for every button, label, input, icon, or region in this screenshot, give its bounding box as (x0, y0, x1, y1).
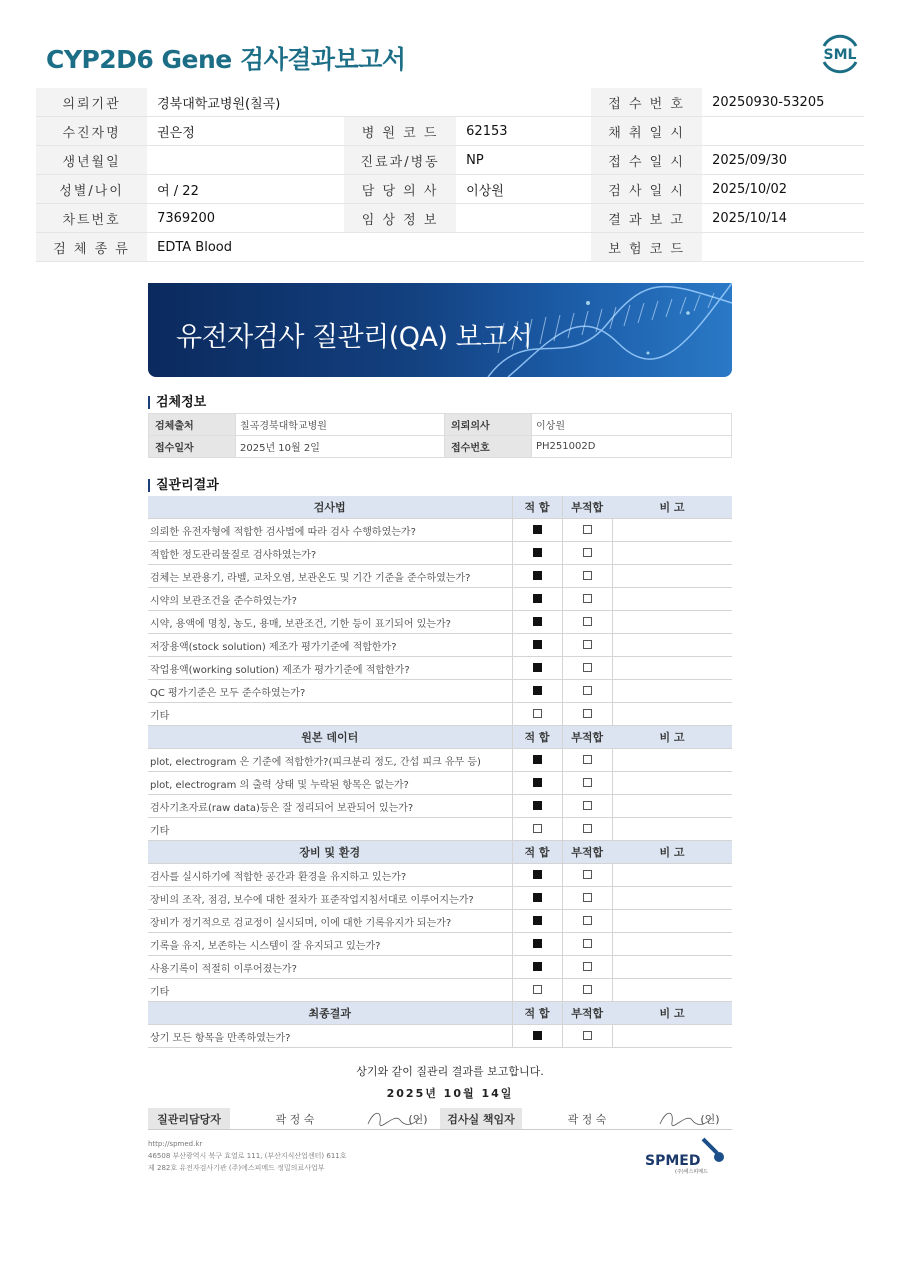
qa-item-row (148, 795, 732, 818)
pass-checkbox (533, 916, 542, 925)
qa-question: 기타 (148, 979, 512, 1002)
fail-checkbox (583, 1031, 592, 1040)
fail-checkbox (583, 962, 592, 971)
qa-header-cell: 비 고 (612, 1002, 732, 1025)
patient-label (344, 233, 456, 262)
pass-cell (512, 634, 562, 657)
patient-value (702, 233, 864, 262)
patient-label: 결 과 보 고 (591, 204, 702, 233)
pass-cell (512, 611, 562, 634)
fail-cell (562, 933, 612, 956)
qa-item-row (148, 542, 732, 565)
qa-question: 저장용액(stock solution) 제조가 평가기준에 적합한가? (148, 634, 512, 657)
doctor-value: 이상원 (532, 414, 732, 436)
closing-text: 상기와 같이 질관리 결과를 보고합니다. (356, 1065, 544, 1078)
qa-group-header (148, 841, 732, 864)
qa-header-cell: 검사법 (148, 496, 512, 519)
dna-rung (540, 317, 546, 344)
qa-section-title: 질관리결과 (148, 479, 219, 492)
footer-license: 제 282호 유전자검사기관 (주)에스피메드 정밀의료사업부 (148, 1164, 325, 1172)
patient-value: 2025/10/14 (702, 204, 864, 233)
fail-checkbox (583, 755, 592, 764)
qa-note (612, 611, 732, 634)
dna-rung (680, 297, 686, 314)
qa-header-cell: 적 합 (512, 1002, 562, 1025)
qa-header-cell: 원본 데이터 (148, 726, 512, 749)
pass-checkbox (533, 778, 542, 787)
lab-director-name: 곽 정 숙 (522, 1108, 652, 1130)
qa-header-cell: 비 고 (612, 841, 732, 864)
pass-cell (512, 910, 562, 933)
qa-item-row (148, 634, 732, 657)
spmed-subtext: (주)에스피메드 (675, 1169, 708, 1175)
pass-cell (512, 703, 562, 726)
patient-label: 수진자명 (36, 117, 147, 146)
qa-item-row (148, 956, 732, 979)
qa-note (612, 887, 732, 910)
qa-note (612, 703, 732, 726)
patient-label: 성별/나이 (36, 175, 147, 204)
qa-item-row (148, 1025, 732, 1048)
fail-cell (562, 887, 612, 910)
pass-checkbox (533, 1031, 542, 1040)
qa-item-row (148, 772, 732, 795)
specimen-section-title: 검체정보 (148, 396, 206, 409)
qa-note (612, 795, 732, 818)
fail-cell (562, 772, 612, 795)
fail-cell (562, 956, 612, 979)
patient-row (36, 88, 864, 117)
patient-value: 7369200 (147, 204, 344, 233)
qa-question: plot, electrogram 은 기준에 적합한가?(피크분리 정도, 간섭 피크 유무 등) (148, 749, 512, 772)
fail-cell (562, 818, 612, 841)
qa-question: QC 평가기준은 모두 준수하였는가? (148, 680, 512, 703)
spmed-logo-graphic (645, 1135, 729, 1175)
fail-checkbox (583, 571, 592, 580)
fail-checkbox (583, 594, 592, 603)
fail-cell (562, 542, 612, 565)
patient-value: 경북대학교병원(칠곡) (147, 88, 344, 117)
fail-checkbox (583, 870, 592, 879)
pass-cell (512, 772, 562, 795)
patient-value: NP (456, 146, 591, 175)
pass-cell (512, 979, 562, 1002)
qa-item-row (148, 680, 732, 703)
fail-cell (562, 634, 612, 657)
fail-cell (562, 565, 612, 588)
pass-checkbox (533, 893, 542, 902)
number-label: 접수번호 (445, 436, 532, 458)
pass-cell (512, 657, 562, 680)
pass-cell (512, 565, 562, 588)
pass-checkbox (533, 962, 542, 971)
patient-label: 진료과/병동 (344, 146, 456, 175)
fail-checkbox (583, 663, 592, 672)
fail-cell (562, 680, 612, 703)
lab-director-seal (652, 1108, 732, 1130)
patient-value: 20250930-53205 (702, 88, 864, 117)
patient-value: 이상원 (456, 175, 591, 204)
pass-cell (512, 749, 562, 772)
qa-item-row (148, 657, 732, 680)
fail-checkbox (583, 686, 592, 695)
fail-checkbox (583, 617, 592, 626)
qa-note (612, 979, 732, 1002)
qa-header-cell: 최종결과 (148, 1002, 512, 1025)
fail-checkbox (583, 548, 592, 557)
qa-question: 기록을 유지, 보존하는 시스템이 잘 유지되고 있는가? (148, 933, 512, 956)
patient-value: 여 / 22 (147, 175, 344, 204)
pass-checkbox (533, 571, 542, 580)
patient-row (36, 146, 864, 175)
pass-cell (512, 933, 562, 956)
pass-cell (512, 519, 562, 542)
pass-checkbox (533, 801, 542, 810)
qa-question: plot, electrogram 의 출력 상태 및 누락된 항목은 없는가? (148, 772, 512, 795)
dna-rung (554, 315, 560, 341)
number-value: PH251002D (532, 436, 732, 458)
pass-cell (512, 956, 562, 979)
qa-item-row (148, 818, 732, 841)
qa-question: 사용기록이 적절히 이루어졌는가? (148, 956, 512, 979)
qa-question: 장비가 정기적으로 검교정이 실시되며, 이에 대한 기록유지가 되는가? (148, 910, 512, 933)
patient-label: 채 취 일 시 (591, 117, 702, 146)
dna-rung (596, 309, 602, 332)
fail-cell (562, 910, 612, 933)
pass-checkbox (533, 755, 542, 764)
qa-header-cell: 적 합 (512, 841, 562, 864)
qa-group-header (148, 496, 732, 519)
qa-note (612, 1025, 732, 1048)
qa-question: 작업용액(working solution) 제조가 평가기준에 적합한가? (148, 657, 512, 680)
qa-question: 기타 (148, 818, 512, 841)
patient-label: 임 상 정 보 (344, 204, 456, 233)
pass-checkbox (533, 663, 542, 672)
qa-question: 적합한 정도관리물질로 검사하였는가? (148, 542, 512, 565)
fail-cell (562, 864, 612, 887)
qa-header-cell: 적 합 (512, 726, 562, 749)
spmed-text: SPMED (645, 1153, 701, 1169)
fail-cell (562, 703, 612, 726)
qa-note (612, 542, 732, 565)
specimen-info-table (148, 413, 732, 458)
qa-note (612, 634, 732, 657)
qa-question: 의뢰한 유전자형에 적합한 검사법에 따라 검사 수행하였는가? (148, 519, 512, 542)
dna-rung (666, 299, 672, 317)
dna-rung (568, 313, 574, 338)
qa-group-header (148, 1002, 732, 1025)
patient-value (456, 233, 591, 262)
qa-header-cell: 장비 및 환경 (148, 841, 512, 864)
dna-rung (624, 305, 630, 326)
fail-cell (562, 657, 612, 680)
qa-note (612, 565, 732, 588)
date-value: 2025년 10월 2일 (236, 436, 445, 458)
qa-header-cell: 부적합 (562, 1002, 612, 1025)
patient-value (702, 117, 864, 146)
qa-header-cell: 부적합 (562, 841, 612, 864)
doctor-label: 의뢰의사 (445, 414, 532, 436)
pass-checkbox (533, 548, 542, 557)
report-title: CYP2D6 Gene 검사결과보고서 (46, 45, 406, 74)
qa-note (612, 519, 732, 542)
qa-question: 검사기초자료(raw data)등은 잘 정리되어 보관되어 있는가? (148, 795, 512, 818)
patient-row (36, 175, 864, 204)
pass-checkbox (533, 709, 542, 718)
patient-label: 검 사 일 시 (591, 175, 702, 204)
signature-table (148, 1108, 732, 1130)
pass-cell (512, 887, 562, 910)
qa-note (612, 910, 732, 933)
qa-note (612, 933, 732, 956)
pass-cell (512, 864, 562, 887)
pass-cell (512, 818, 562, 841)
qa-header-cell: 부적합 (562, 496, 612, 519)
patient-value (147, 146, 344, 175)
qa-item-row (148, 565, 732, 588)
source-value: 칠곡경북대학교병원 (236, 414, 445, 436)
fail-cell (562, 588, 612, 611)
patient-value: 62153 (456, 117, 591, 146)
qa-item-row (148, 749, 732, 772)
qa-note (612, 956, 732, 979)
qa-header-cell: 비 고 (612, 496, 732, 519)
fail-checkbox (583, 824, 592, 833)
qa-header-cell: 비 고 (612, 726, 732, 749)
pass-cell (512, 1025, 562, 1048)
spmed-logo (645, 1135, 729, 1179)
qa-item-row (148, 611, 732, 634)
patient-row (36, 117, 864, 146)
fail-cell (562, 979, 612, 1002)
qa-note (612, 772, 732, 795)
qa-manager-name: 곽 정 숙 (230, 1108, 360, 1130)
qa-question: 검체는 보관용기, 라벨, 교차오염, 보관온도 및 기간 기준을 준수하였는가? (148, 565, 512, 588)
pass-cell (512, 542, 562, 565)
pass-checkbox (533, 824, 542, 833)
qa-note (612, 680, 732, 703)
patient-label: 차트번호 (36, 204, 147, 233)
qa-item-row (148, 887, 732, 910)
fail-cell (562, 749, 612, 772)
footer-url: http://spmed.kr (148, 1140, 203, 1148)
patient-value: 2025/09/30 (702, 146, 864, 175)
patient-label: 접 수 번 호 (591, 88, 702, 117)
pass-cell (512, 795, 562, 818)
fail-checkbox (583, 778, 592, 787)
qa-note (612, 864, 732, 887)
qa-banner (148, 283, 732, 377)
patient-value (456, 88, 591, 117)
qa-note (612, 588, 732, 611)
pass-checkbox (533, 939, 542, 948)
fail-checkbox (583, 709, 592, 718)
fail-checkbox (583, 640, 592, 649)
date-label: 접수일자 (149, 436, 236, 458)
patient-label: 담 당 의 사 (344, 175, 456, 204)
patient-value: 권은정 (147, 117, 344, 146)
qa-item-row (148, 910, 732, 933)
qa-note (612, 818, 732, 841)
patient-label (344, 88, 456, 117)
qa-item-row (148, 979, 732, 1002)
fail-checkbox (583, 893, 592, 902)
qa-header-cell: 적 합 (512, 496, 562, 519)
patient-label: 접 수 일 시 (591, 146, 702, 175)
logo-text: SML (823, 47, 857, 63)
qa-question: 상기 모든 항목을 만족하였는가? (148, 1025, 512, 1048)
dna-rung (694, 295, 700, 311)
qa-note (612, 749, 732, 772)
pass-cell (512, 680, 562, 703)
patient-label: 의뢰기관 (36, 88, 147, 117)
patient-value: 2025/10/02 (702, 175, 864, 204)
fail-cell (562, 519, 612, 542)
seal-text-2: (인) (700, 1112, 720, 1126)
qa-item-row (148, 703, 732, 726)
pass-checkbox (533, 870, 542, 879)
seal-text-1: (인) (408, 1112, 428, 1126)
qa-group-header (148, 726, 732, 749)
fail-checkbox (583, 801, 592, 810)
fail-checkbox (583, 985, 592, 994)
closing-date: 2025년 10월 14일 (386, 1087, 514, 1100)
patient-label: 검 체 종 류 (36, 233, 147, 262)
patient-value (456, 204, 591, 233)
patient-value: EDTA Blood (147, 233, 344, 262)
qa-item-row (148, 588, 732, 611)
qa-manager-seal (360, 1108, 440, 1130)
fail-checkbox (583, 939, 592, 948)
qa-item-row (148, 519, 732, 542)
pass-checkbox (533, 686, 542, 695)
patient-info-table (36, 88, 864, 262)
qa-question: 기타 (148, 703, 512, 726)
dna-rung (582, 311, 588, 335)
fail-cell (562, 1025, 612, 1048)
footer-address: 46508 부산광역시 북구 효열로 111, (부산지식산업센터) 611호 (148, 1152, 347, 1160)
qa-item-row (148, 864, 732, 887)
dna-rung (638, 303, 644, 323)
patient-label: 병 원 코 드 (344, 117, 456, 146)
footer-info (148, 1138, 347, 1174)
patient-label: 생년월일 (36, 146, 147, 175)
qa-question: 시약, 용액에 명칭, 농도, 용매, 보관조건, 기한 등이 표기되어 있는가? (148, 611, 512, 634)
dna-rung (610, 307, 616, 329)
fail-cell (562, 795, 612, 818)
pass-checkbox (533, 640, 542, 649)
pass-checkbox (533, 525, 542, 534)
lab-director-label: 검사실 책임자 (440, 1108, 522, 1130)
sml-logo (818, 30, 862, 76)
fail-cell (562, 611, 612, 634)
pass-checkbox (533, 985, 542, 994)
qa-header-cell: 부적합 (562, 726, 612, 749)
dna-rung (652, 301, 658, 320)
banner-title: 유전자검사 질관리(QA) 보고서 (176, 322, 533, 353)
pass-checkbox (533, 594, 542, 603)
qa-results-table (148, 496, 732, 1048)
patient-row (36, 204, 864, 233)
source-label: 검체출처 (149, 414, 236, 436)
fail-checkbox (583, 916, 592, 925)
fail-checkbox (583, 525, 592, 534)
qa-question: 장비의 조작, 점검, 보수에 대한 절차가 표준작업지침서대로 이루어지는가? (148, 887, 512, 910)
qa-manager-label: 질관리담당자 (148, 1108, 230, 1130)
pass-checkbox (533, 617, 542, 626)
qa-question: 시약의 보관조건을 준수하였는가? (148, 588, 512, 611)
pass-cell (512, 588, 562, 611)
patient-row (36, 233, 864, 262)
qa-item-row (148, 933, 732, 956)
qa-question: 검사를 실시하기에 적합한 공간과 환경을 유지하고 있는가? (148, 864, 512, 887)
patient-label: 보 험 코 드 (591, 233, 702, 262)
qa-note (612, 657, 732, 680)
